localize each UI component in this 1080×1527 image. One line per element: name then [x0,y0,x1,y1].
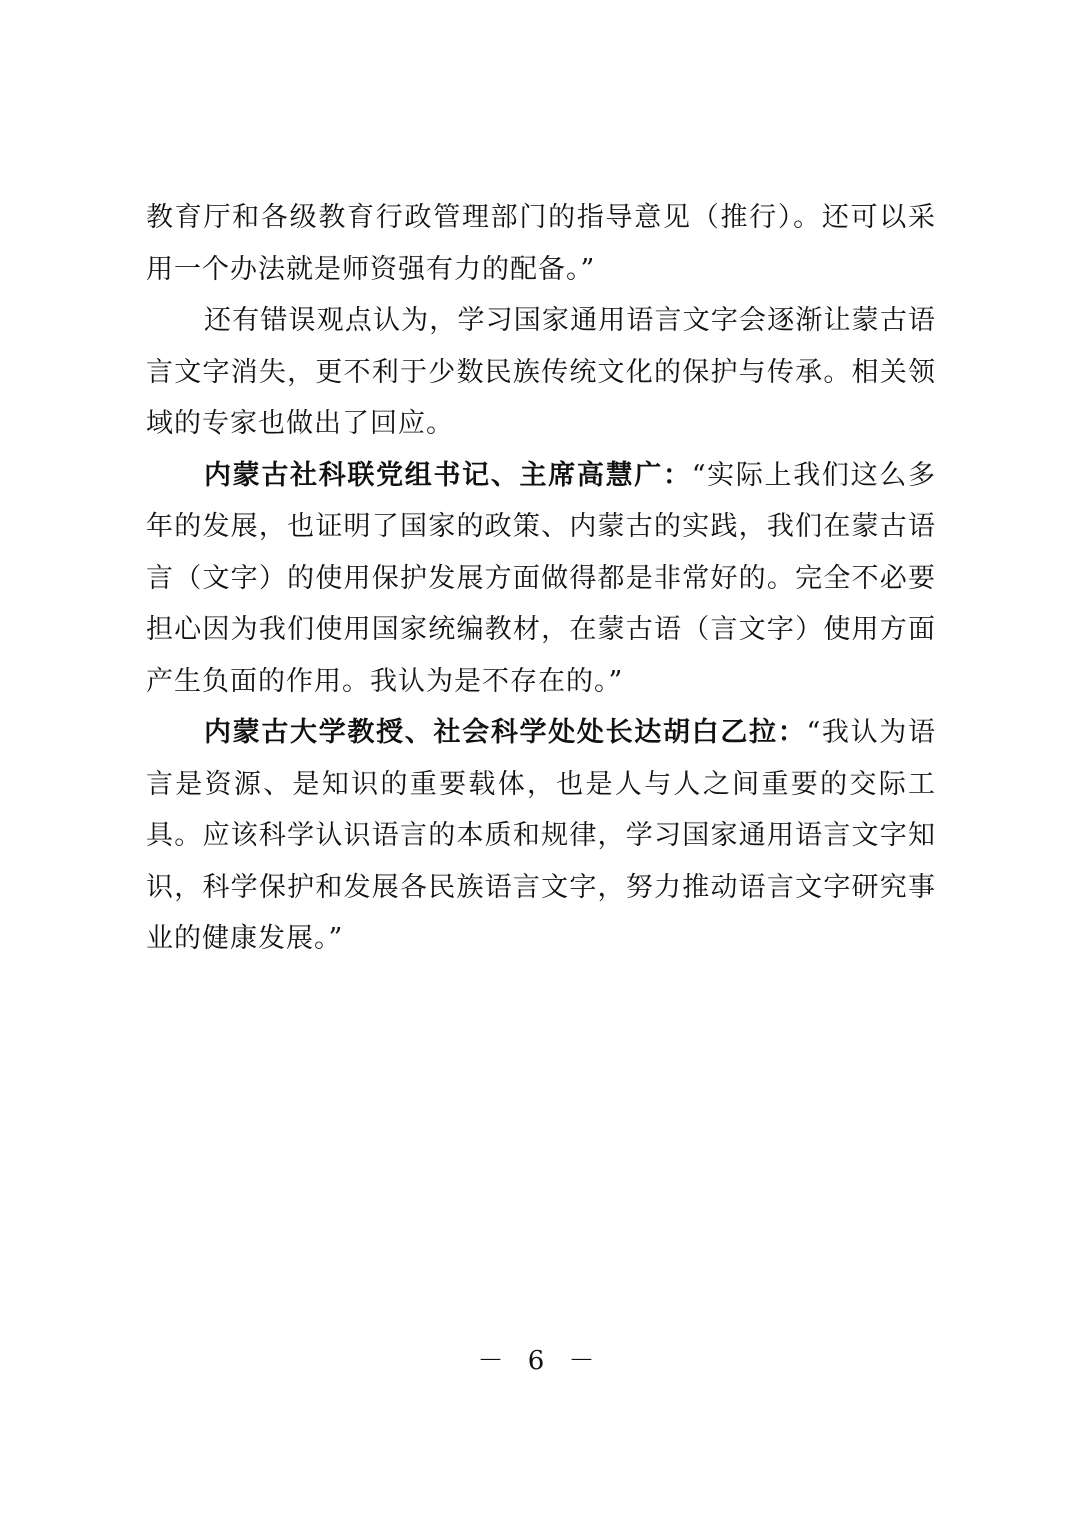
paragraph-opposing-view: 还有错误观点认为，学习国家通用语言文字会逐渐让蒙古语言文字消失，更不利于少数民族传统文化的保护与传承。相关领域的专家也做出了回应。 [146,305,936,439]
quote-paragraph-2 [146,707,936,965]
quote-text-2: “我认为语言是资源、是知识的重要载体，也是人与人之间重要的交际工具。应该科学认识语言的本质和规律，学习国家通用语言文字知识，科学保护和发展各民族语言文字，努力推动语言文字研究事业的健康发展。” [146,717,936,954]
page-content [146,192,936,965]
page-number: － 6 － [477,1346,603,1376]
quote-speaker-1: 内蒙古社科联党组书记、主席高慧广： [204,459,692,491]
quote-speaker-2: 内蒙古大学教授、社会科学处处长达胡白乙拉： [204,717,807,748]
paragraph-continuation: 教育厅和各级教育行政管理部门的指导意见（推行）。还可以采用一个办法就是师资强有力的配备。” [146,202,936,285]
quote-text-1: “实际上我们这么多年的发展，也证明了国家的政策、内蒙古的实践，我们在蒙古语言（文字）的使用保护发展方面做得都是非常好的。完全不必要担心因为我们使用国家统编教材，在蒙古语（言文字）使用方面产生负面的作用。我认为是不存在的。” [146,459,936,697]
quote-paragraph-1 [146,450,936,708]
